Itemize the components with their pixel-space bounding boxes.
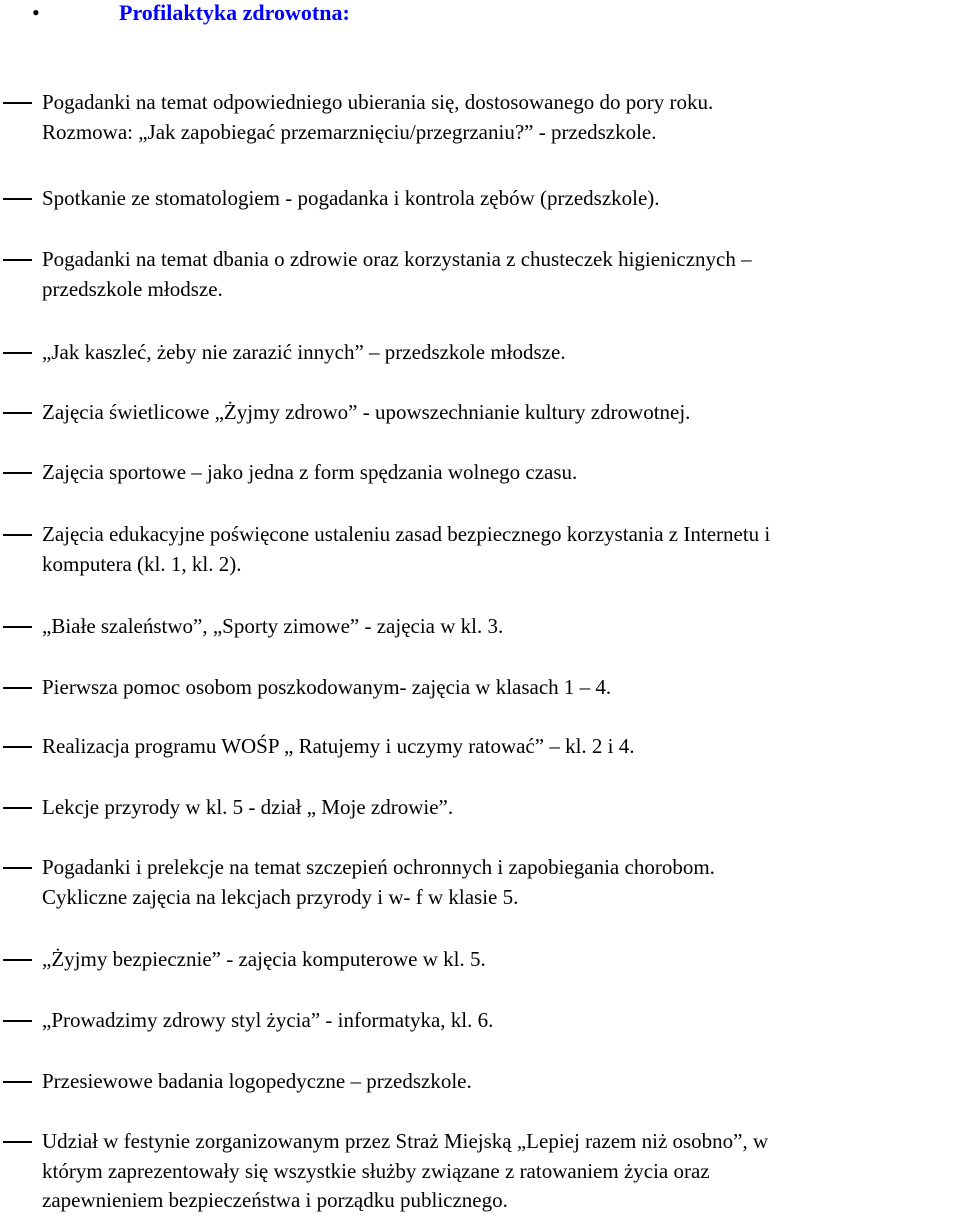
dash-icon [3,412,32,414]
dash-icon [3,102,32,104]
dash-icon [3,867,32,869]
dash-icon [3,259,32,261]
dash-icon [3,959,32,961]
list-item-text: Przesiewowe badania logopedyczne – przedszkole. [42,1069,472,1093]
section-heading [0,0,960,30]
list-item-text: Realizacja programu WOŚP „ Ratujemy i uczymy ratować” – kl. 2 i 4. [42,734,635,758]
dash-icon [3,687,32,689]
list-item-text: „Białe szaleństwo”, „Sporty zimowe” - zajęcia w kl. 3. [42,614,504,638]
dash-icon [3,352,32,354]
list-item-text: Pogadanki i prelekcje na temat szczepień ochronnych i zapobiegania chorobom. Cykliczne zajęcia na lekcjach przyrody i w- f w klasie 5. [42,855,715,909]
list-item-text: Zajęcia sportowe – jako jedna z form spędzania wolnego czasu. [42,460,578,484]
list-item-text: Zajęcia edukacyjne poświęcone ustaleniu zasad bezpiecznego korzystania z Internetu i komputera (kl. 1, kl. 2). [42,522,771,576]
dash-icon [3,534,32,536]
list-item-text: Pogadanki na temat dbania o zdrowie oraz korzystania z chusteczek higienicznych – przedszkole młodsze. [42,247,752,301]
list-item-text: „Prowadzimy zdrowy styl życia” - informatyka, kl. 6. [42,1008,494,1032]
section-title: Profilaktyka zdrowotna: [119,0,350,25]
list-item-text: Pierwsza pomoc osobom poszkodowanym- zajęcia w klasach 1 – 4. [42,675,612,699]
dash-icon [3,746,32,748]
list-item-text: Zajęcia świetlicowe „Żyjmy zdrowo” - upowszechnianie kultury zdrowotnej. [42,400,691,424]
bullet-icon: • [32,0,40,25]
list-item-text: Spotkanie ze stomatologiem - pogadanka i kontrola zębów (przedszkole). [42,186,660,210]
list-item-text: Pogadanki na temat odpowiedniego ubierania się, dostosowanego do pory roku. Rozmowa: „Jak zapobiegać przemarznięciu/przegrzaniu?” - przedszkole. [42,90,714,144]
dash-icon [3,198,32,200]
list-item-text: Udział w festynie zorganizowanym przez Straż Miejską „Lepiej razem niż osobno”, w którym zaprezentowały się wszystkie służby związane z ratowaniem życia oraz zapewnieniem bezpieczeństwa i porządku publicznego. [42,1129,769,1212]
dash-icon [3,1081,32,1083]
dash-icon [3,1020,32,1022]
list-item-text: Lekcje przyrody w kl. 5 - dział „ Moje zdrowie”. [42,795,454,819]
dash-icon [3,1141,32,1143]
list-item-text: „Żyjmy bezpiecznie” - zajęcia komputerowe w kl. 5. [42,947,486,971]
dash-icon [3,807,32,809]
dash-icon [3,626,32,628]
dash-icon [3,472,32,474]
list-item-text: „Jak kaszleć, żeby nie zarazić innych” – przedszkole młodsze. [42,340,566,364]
